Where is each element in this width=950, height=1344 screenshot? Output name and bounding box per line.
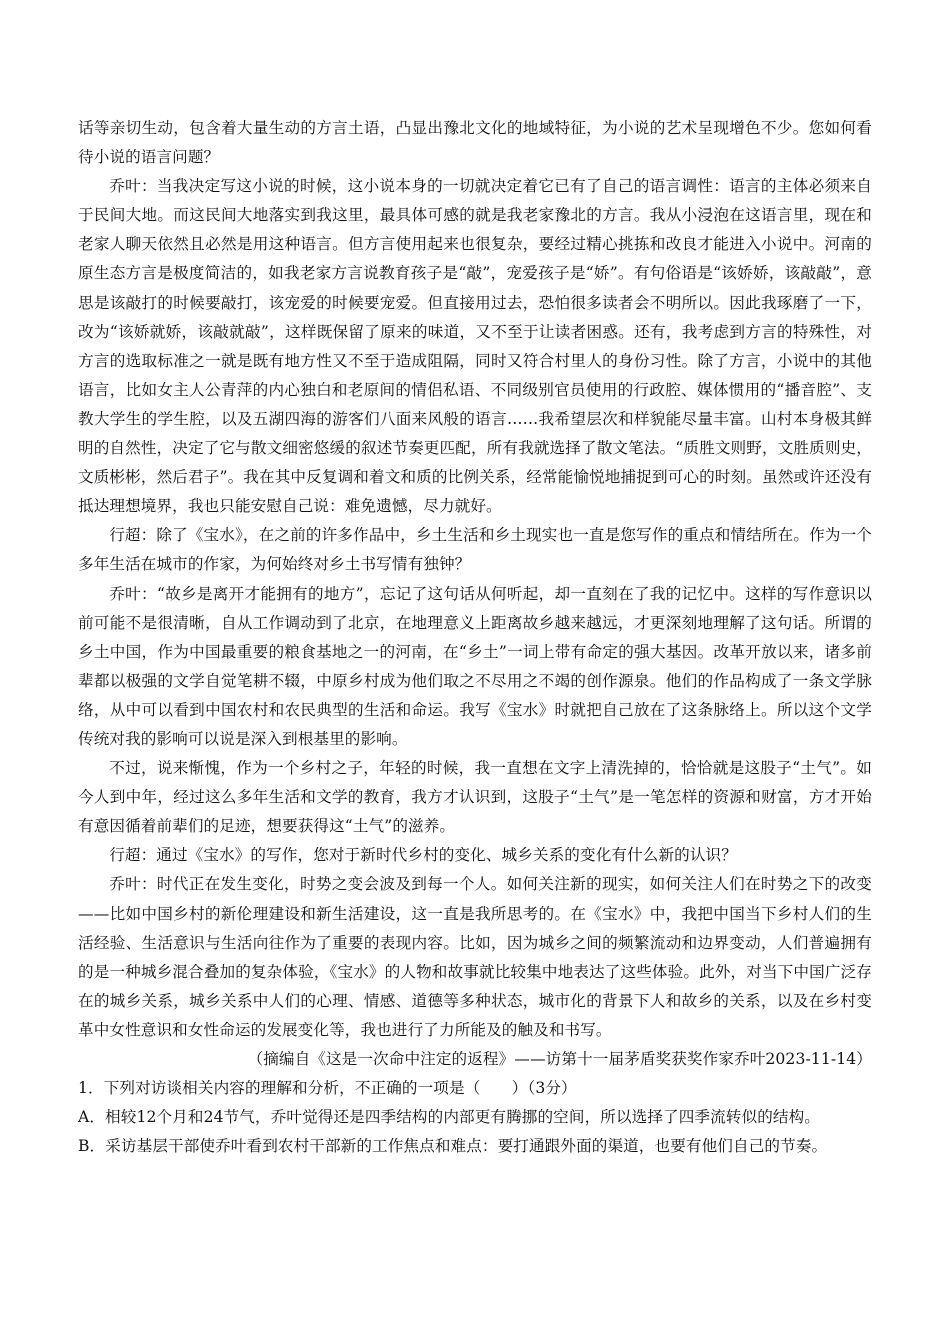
paragraph-4: 乔叶：“故乡是离开才能拥有的地方”，忘记了这句话从何听起，却一直刻在了我的记忆中。这样的写作意识以前可能不是很清晰，自从工作调动到了北京，在地理意义上距离故乡越来越远，才更深刻地理解了这句话。所谓的乡土中国，作为中国最重要的粮食基地之一的河南，在“乡土”一词上带有命定的强大基因。改革开放以来，诸多前辈都以极强的文学自觉笔耕不辍，中原乡村成为他们取之不尽用之不竭的创作源泉。他们的作品构成了一条文学脉络，从中可以看到中国农村和农民典型的生活和命运。我写《宝水》时就把自己放在了这条脉络上。所以这个文学传统对我的影响可以说是深入到根基里的影响。 bbox=[78, 584, 872, 748]
paragraph-1: 话等亲切生动，包含着大量生动的方言土语，凸显出豫北文化的地域特征，为小说的艺术呈现增色不少。您如何看待小说的语言问题？ bbox=[78, 119, 872, 167]
paragraph-7: 乔叶：时代正在发生变化，时势之变会波及到每一个人。如何关注新的现实，如何关注人们在时势之下的改变——比如中国乡村的新伦理建设和新生活建设，这一直是我所思考的。在《宝水》中，我把中国当下乡村人们的生活经验、生活意识与生活向往作为了重要的表现内容。比如，因为城乡之间的频繁流动和边界变动，人们普遍拥有的是一种城乡混合叠加的复杂体验，《宝水》的人物和故事就比较集中地表达了这些体验。此外，对当下中国广泛存在的城乡关系，城乡关系中人们的心理、情感、道德等多种状态，城市化的背景下人和故乡的关系，以及在乡村变革中女性意识和女性命运的发展变化等，我也进行了力所能及的触及和书写。 bbox=[78, 875, 872, 1039]
paragraph-5: 不过，说来惭愧，作为一个乡村之子，年轻的时候，我一直想在文字上清洗掉的，恰恰就是这股子“土气”。如今人到中年，经过这么多年生活和文学的教育，我方才认识到，这股子“土气”是一笔怎样的资源和财富，方才开始有意因循着前辈们的足迹，想要获得这“土气”的滋养。 bbox=[78, 759, 872, 836]
paragraph-6: 行超：通过《宝水》的写作，您对于新时代乡村的变化、城乡关系的变化有什么新的认识？ bbox=[109, 846, 737, 865]
document-page bbox=[78, 114, 872, 1161]
option-a: A．相较12个月和24节气，乔叶觉得还是四季结构的内部更有腾挪的空间，所以选择了四季流转似的结构。 bbox=[78, 1108, 820, 1127]
source-citation: （摘编自《这是一次命中注定的返程》——访第十一届茅盾奖获奖作家乔叶2023-11-14） bbox=[247, 1050, 872, 1068]
paragraph-3: 行超：除了《宝水》，在之前的许多作品中，乡土生活和乡土现实也一直是您写作的重点和情结所在。作为一个多年生活在城市的作家，为何始终对乡土书写情有独钟？ bbox=[78, 526, 872, 574]
paragraph-2: 乔叶：当我决定写这小说的时候，这小说本身的一切就决定着它已有了自己的语言调性：语言的主体必须来自于民间大地。而这民间大地落实到我这里，最具体可感的就是我老家豫北的方言。我从小浸泡在这语言里，现在和老家人聊天依然且必然是用这种语言。但方言使用起来也很复杂，要经过精心挑拣和改良才能进入小说中。河南的原生态方言是极度简洁的，如我老家方言说教育孩子是“敲”，宠爱孩子是“娇”。有句俗语是“该娇娇，该敲敲”，意思是该敲打的时候要敲打，该宠爱的时候要宠爱。但直接用过去，恐怕很多读者会不明所以。因此我琢磨了一下，改为“该娇就娇，该敲就敲”，这样既保留了原来的味道，又不至于让读者困惑。还有，我考虑到方言的特殊性，对方言的选取标准之一就是既有地方性又不至于造成阻隔，同时又符合村里人的身份习性。除了方言，小说中的其他语言，比如女主人公青萍的内心独白和老原间的情侣私语、不同级别官员使用的行政腔、媒体惯用的“播音腔”、支教大学生的学生腔，以及五湖四海的游客们八面来风般的语言……我希望层次和样貌能尽量丰富。山村本身极其鲜明的自然性，决定了它与散文细密悠缓的叙述节奏更匹配，所有我就选择了散文笔法。“质胜文则野，文胜质则史，文质彬彬，然后君子”。我在其中反复调和着文和质的比例关系，经常能愉悦地捕捉到可心的时刻。虽然或许还没有抵达理想境界，我也只能安慰自己说：难免遗憾，尽力就好。 bbox=[78, 177, 872, 516]
question-1: 1．下列对访谈相关内容的理解和分析，不正确的一项是（ ）（3分） bbox=[78, 1079, 577, 1098]
option-b: B．采访基层干部使乔叶看到农村干部新的工作焦点和难点：要打通跟外面的渠道，也要有他们自己的节奏。 bbox=[78, 1137, 828, 1156]
